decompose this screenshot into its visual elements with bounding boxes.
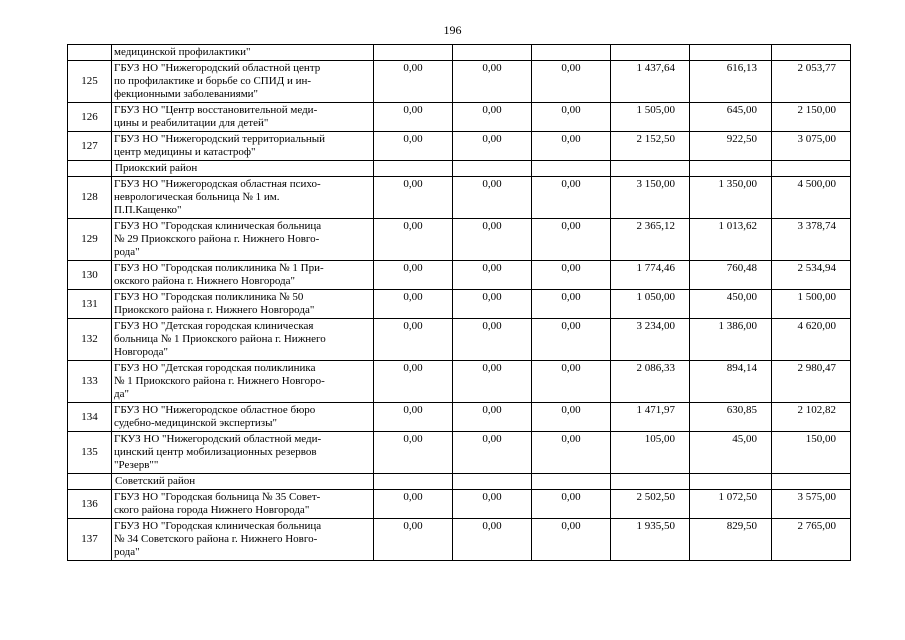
value-cell: 0,00	[532, 490, 611, 519]
value-cell: 2 053,77	[772, 61, 851, 103]
row-number: 134	[68, 403, 112, 432]
value-cell: 0,00	[374, 290, 453, 319]
row-number: 126	[68, 103, 112, 132]
value-cell: 0,00	[453, 519, 532, 561]
value-cell: 0,00	[532, 290, 611, 319]
value-cell: 0,00	[532, 61, 611, 103]
value-cell: 45,00	[690, 432, 772, 474]
table-row	[68, 261, 851, 290]
table-row	[68, 177, 851, 219]
table-row	[68, 403, 851, 432]
institution-name	[112, 219, 374, 261]
value-cell: 1 500,00	[772, 290, 851, 319]
institution-name	[112, 261, 374, 290]
value-cell: 630,85	[690, 403, 772, 432]
row-number: 130	[68, 261, 112, 290]
value-cell: 760,48	[690, 261, 772, 290]
row-number: 127	[68, 132, 112, 161]
value-cell: 3 150,00	[611, 177, 690, 219]
row-number-cell	[68, 45, 112, 61]
value-cell: 0,00	[532, 132, 611, 161]
value-cell: 0,00	[453, 290, 532, 319]
institution-name-line: центр медицины и катастроф"	[114, 146, 256, 158]
value-cell: 0,00	[374, 61, 453, 103]
value-cell: 1 774,46	[611, 261, 690, 290]
table-body	[68, 45, 851, 561]
row-number: 137	[68, 519, 112, 561]
value-cell	[374, 161, 453, 177]
table-row	[68, 290, 851, 319]
institution-name-line: ГБУЗ НО "Городская поликлиника № 1 При-	[114, 262, 324, 274]
value-cell	[772, 45, 851, 61]
institution-name	[112, 403, 374, 432]
institution-name-cell: медицинской профилактики"	[112, 45, 374, 61]
value-cell	[690, 161, 772, 177]
value-cell: 0,00	[374, 519, 453, 561]
value-cell: 0,00	[453, 103, 532, 132]
value-cell: 2 534,94	[772, 261, 851, 290]
table-row	[68, 132, 851, 161]
value-cell	[532, 474, 611, 490]
value-cell: 0,00	[374, 490, 453, 519]
table-row	[68, 61, 851, 103]
institution-name	[112, 519, 374, 561]
value-cell	[690, 474, 772, 490]
value-cell: 2 150,00	[772, 103, 851, 132]
institution-name-line: ГКУЗ НО "Нижегородский областной меди-	[114, 433, 322, 445]
row-number: 136	[68, 490, 112, 519]
value-cell: 0,00	[532, 519, 611, 561]
institution-name-line: рода"	[114, 546, 140, 558]
institution-name-line: цинский центр мобилизационных резервов	[114, 446, 317, 458]
institution-name-line: ГБУЗ НО "Центр восстановительной меди-	[114, 104, 318, 116]
value-cell	[374, 474, 453, 490]
row-number-cell	[68, 161, 112, 177]
table-row	[68, 519, 851, 561]
value-cell	[611, 161, 690, 177]
value-cell: 4 500,00	[772, 177, 851, 219]
value-cell	[453, 474, 532, 490]
row-number: 133	[68, 361, 112, 403]
value-cell: 0,00	[532, 261, 611, 290]
value-cell: 3 575,00	[772, 490, 851, 519]
value-cell: 0,00	[374, 132, 453, 161]
institution-name	[112, 103, 374, 132]
district-header-row	[68, 474, 851, 490]
institution-name-line: Приокского района г. Нижнего Новгорода"	[114, 304, 315, 316]
institution-name-line: ГБУЗ НО "Детская городская поликлиника	[114, 362, 316, 374]
institution-name-line: ГБУЗ НО "Нижегородская областная психо-	[114, 178, 321, 190]
value-cell	[611, 474, 690, 490]
value-cell: 1 350,00	[690, 177, 772, 219]
value-cell: 0,00	[374, 103, 453, 132]
value-cell: 2 365,12	[611, 219, 690, 261]
institution-name-line: "Резерв""	[114, 459, 159, 471]
institution-name-line: да"	[114, 388, 129, 400]
value-cell: 1 505,00	[611, 103, 690, 132]
institution-name	[112, 319, 374, 361]
value-cell	[453, 45, 532, 61]
row-number: 128	[68, 177, 112, 219]
value-cell: 0,00	[453, 177, 532, 219]
value-cell: 0,00	[453, 61, 532, 103]
table-row-continued	[68, 45, 851, 61]
value-cell: 4 620,00	[772, 319, 851, 361]
institution-name-line: № 1 Приокского района г. Нижнего Новгоро-	[114, 375, 325, 387]
value-cell: 1 471,97	[611, 403, 690, 432]
value-cell: 1 013,62	[690, 219, 772, 261]
value-cell: 0,00	[374, 361, 453, 403]
page-number: 196	[443, 23, 462, 37]
value-cell: 2 502,50	[611, 490, 690, 519]
table-row	[68, 432, 851, 474]
value-cell: 0,00	[453, 319, 532, 361]
institution-name-line: по профилактике и борьбе со СПИД и ин-	[114, 75, 312, 87]
value-cell: 0,00	[453, 261, 532, 290]
value-cell: 3 378,74	[772, 219, 851, 261]
value-cell: 150,00	[772, 432, 851, 474]
value-cell: 1 935,50	[611, 519, 690, 561]
value-cell	[772, 474, 851, 490]
institution-name	[112, 177, 374, 219]
table-row	[68, 103, 851, 132]
value-cell: 0,00	[453, 403, 532, 432]
value-cell	[453, 161, 532, 177]
value-cell: 105,00	[611, 432, 690, 474]
value-cell: 2 152,50	[611, 132, 690, 161]
institution-name	[112, 61, 374, 103]
row-number: 129	[68, 219, 112, 261]
value-cell: 0,00	[374, 403, 453, 432]
institution-name-line: ГБУЗ НО "Нижегородский областной центр	[114, 62, 321, 74]
institution-name	[112, 290, 374, 319]
value-cell: 645,00	[690, 103, 772, 132]
row-number: 132	[68, 319, 112, 361]
value-cell: 0,00	[532, 319, 611, 361]
value-cell: 829,50	[690, 519, 772, 561]
value-cell: 2 102,82	[772, 403, 851, 432]
institution-name-line: ГБУЗ НО "Нижегородский территориальный	[114, 133, 326, 145]
institution-name-line: № 29 Приокского района г. Нижнего Новго-	[114, 233, 320, 245]
value-cell: 0,00	[374, 177, 453, 219]
value-cell: 0,00	[532, 403, 611, 432]
value-cell: 3 075,00	[772, 132, 851, 161]
institution-name-line: неврологическая больница № 1 им.	[114, 191, 280, 203]
value-cell: 0,00	[532, 361, 611, 403]
value-cell: 0,00	[453, 432, 532, 474]
value-cell	[772, 161, 851, 177]
district-header-row	[68, 161, 851, 177]
value-cell: 616,13	[690, 61, 772, 103]
district-name: Приокский район	[112, 161, 374, 177]
institution-name	[112, 432, 374, 474]
institution-name-line: ГБУЗ НО "Нижегородское областное бюро	[114, 404, 316, 416]
institution-name-line: ГБУЗ НО "Городская клиническая больница	[114, 520, 322, 532]
row-number-cell	[68, 474, 112, 490]
funding-table	[67, 44, 851, 561]
institution-name-line: № 34 Советского района г. Нижнего Новго-	[114, 533, 318, 545]
value-cell: 0,00	[532, 219, 611, 261]
value-cell: 0,00	[453, 490, 532, 519]
value-cell: 2 765,00	[772, 519, 851, 561]
institution-name-line: ГБУЗ НО "Детская городская клиническая	[114, 320, 314, 332]
value-cell: 894,14	[690, 361, 772, 403]
value-cell: 450,00	[690, 290, 772, 319]
value-cell: 922,50	[690, 132, 772, 161]
table-row	[68, 490, 851, 519]
value-cell: 0,00	[453, 219, 532, 261]
value-cell: 0,00	[532, 103, 611, 132]
value-cell	[532, 161, 611, 177]
institution-name	[112, 132, 374, 161]
institution-name-line: П.П.Кащенко"	[114, 204, 182, 216]
table-row	[68, 361, 851, 403]
institution-name-line: фекционными заболеваниями"	[114, 88, 259, 100]
value-cell	[690, 45, 772, 61]
institution-name-line: больница № 1 Приокского района г. Нижнего	[114, 333, 326, 345]
row-number: 131	[68, 290, 112, 319]
institution-name	[112, 490, 374, 519]
district-name: Советский район	[112, 474, 374, 490]
institution-name-line: Новгорода"	[114, 346, 169, 358]
institution-name-line: ского района города Нижнего Новгорода"	[114, 504, 310, 516]
institution-name-line: окского района г. Нижнего Новгорода"	[114, 275, 296, 287]
value-cell: 0,00	[532, 432, 611, 474]
value-cell: 2 086,33	[611, 361, 690, 403]
institution-name-line: судебно-медицинской экспертизы"	[114, 417, 278, 429]
value-cell: 1 050,00	[611, 290, 690, 319]
value-cell: 0,00	[374, 432, 453, 474]
value-cell: 1 072,50	[690, 490, 772, 519]
value-cell: 0,00	[374, 319, 453, 361]
institution-name	[112, 361, 374, 403]
value-cell: 3 234,00	[611, 319, 690, 361]
institution-name-line: рода"	[114, 246, 140, 258]
value-cell: 2 980,47	[772, 361, 851, 403]
value-cell: 0,00	[532, 177, 611, 219]
value-cell	[532, 45, 611, 61]
value-cell	[611, 45, 690, 61]
value-cell: 1 437,64	[611, 61, 690, 103]
table-row	[68, 319, 851, 361]
value-cell: 0,00	[453, 132, 532, 161]
table-row	[68, 219, 851, 261]
institution-name-line: цины и реабилитации для детей"	[114, 117, 269, 129]
value-cell: 0,00	[453, 361, 532, 403]
row-number: 125	[68, 61, 112, 103]
institution-name-line: ГБУЗ НО "Городская клиническая больница	[114, 220, 322, 232]
value-cell: 1 386,00	[690, 319, 772, 361]
value-cell: 0,00	[374, 261, 453, 290]
institution-name-line: ГБУЗ НО "Городская поликлиника № 50	[114, 291, 304, 303]
row-number: 135	[68, 432, 112, 474]
value-cell	[374, 45, 453, 61]
institution-name-line: ГБУЗ НО "Городская больница № 35 Совет-	[114, 491, 321, 503]
value-cell: 0,00	[374, 219, 453, 261]
